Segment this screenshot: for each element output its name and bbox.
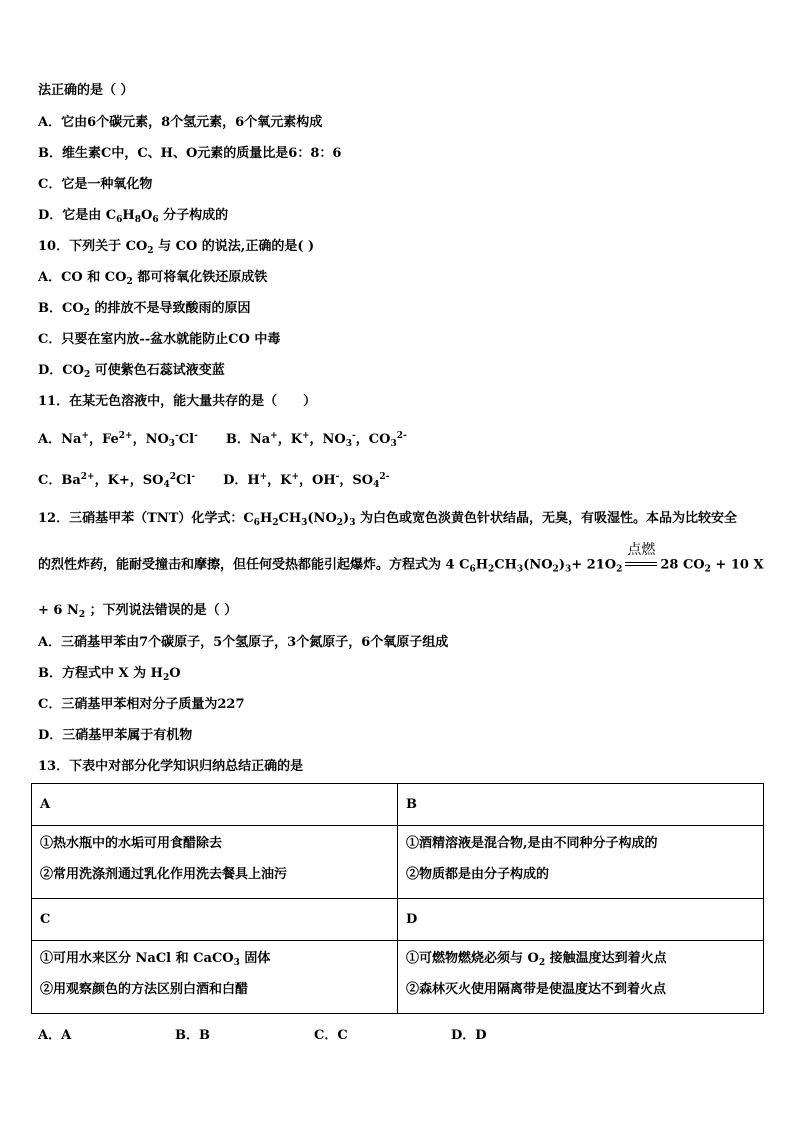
q12-option-d: D．三硝基甲苯属于有机物 xyxy=(38,728,193,743)
q13-knowledge-table xyxy=(31,783,764,1014)
cell-body-d xyxy=(398,941,764,1014)
a-item-1: ①热水瓶中的水垢可用食醋除去 xyxy=(40,836,223,851)
q10-stem: 10．下列关于 $CO_2$ 与 CO 的说法,正确的是( ) xyxy=(38,239,315,256)
q9-stem: 法正确的是（ ） xyxy=(38,83,134,98)
q12-option-a: A．三硝基甲苯由7个碳原子，5个氢原子，3个氮原子，6个氧原子组成 xyxy=(38,635,449,650)
q13-option-c: C．C xyxy=(314,1028,348,1043)
a-item-2: ②常用洗涤剂通过乳化作用洗去餐具上油污 xyxy=(40,867,288,882)
q10-option-c: C．只要在室内放--盆水就能防止CO 中毒 xyxy=(38,332,281,347)
q10-option-a: A．CO 和 $CO_2$ 都可将氧化铁还原成铁 xyxy=(38,270,268,287)
q9-option-b: B．维生素C中，C、H、O元素的质量比是6：8：6 xyxy=(38,146,342,161)
reaction-condition: 点燃 xyxy=(623,557,659,573)
q9-option-d: D．它是由 $C_6H_8O_6$ 分子构成的 xyxy=(38,208,229,225)
d-item-1: ①可燃物燃烧必须与 $O_2$ 接触温度达到着火点 xyxy=(406,951,667,968)
cell-body-b xyxy=(398,826,764,899)
q12-stem: 12．三硝基甲苯（TNT）化学式：$C_6H_2CH_3(NO_2)_3$ 为白色或宽色淡黄色针状结晶，无臭，有吸湿性。本品为比较安全 xyxy=(38,511,737,528)
q13-option-a: A．A xyxy=(38,1028,72,1043)
q13-option-d: D．D xyxy=(451,1028,487,1043)
cell-head-c: C xyxy=(32,899,398,941)
q10-option-b: B．$CO_2$ 的排放不是导致酸雨的原因 xyxy=(38,301,251,318)
q9-option-a: A．它由6个碳元素，8个氢元素，6个氧元素构成 xyxy=(38,115,323,130)
q12-equation-line: 的烈性炸药，能耐受撞击和摩擦，但任何受热都能引起爆炸。方程式为 4 $C_6H_2CH_3(NO_2)_3+ 21O_2$ 点燃 28 $CO_2 + 10$ X xyxy=(38,542,764,575)
c-item-1: ①可用水来区分 NaCl 和 CaCO$_3$ 固体 xyxy=(40,951,271,968)
cell-body-c xyxy=(32,941,398,1014)
q13-stem: 13．下表中对部分化学知识归纳总结正确的是 xyxy=(38,759,304,774)
q10-option-d: D．$CO_2$ 可使紫色石蕊试液变蓝 xyxy=(38,363,225,380)
c-item-2: ②用观察颜色的方法区别白酒和白醋 xyxy=(40,982,249,997)
q11-options-cd: C．$Ba^{2+}$，K+，$SO_4^2Cl^-$ D．H+，K+，OH-，$SO_4^{2-}$ xyxy=(38,472,390,490)
q12-option-b: B．方程式中 X 为 $H_2O$ xyxy=(38,666,181,683)
q11-options-ab: A．Na+，$Fe^{2+}$，$NO_3^-Cl^-$ B．Na+，K+，$NO_3^-$，$CO_3^{2-}$ xyxy=(38,431,407,449)
cell-head-b: B xyxy=(398,784,764,826)
d-item-2: ②森林灭火使用隔离带是使温度达不到着火点 xyxy=(406,982,667,997)
b-item-2: ②物质都是由分子构成的 xyxy=(406,867,550,882)
cell-body-a xyxy=(32,826,398,899)
q9-option-c: C．它是一种氧化物 xyxy=(38,177,153,192)
b-item-1: ①酒精溶液是混合物,是由不同种分子构成的 xyxy=(406,836,658,851)
q12-stem-end: + 6 $N_2$ ；下列说法错误的是（ ） xyxy=(38,603,238,620)
q13-option-b: B．B xyxy=(175,1028,210,1043)
q11-stem: 11．在某无色溶液中，能大量共存的是（ ） xyxy=(38,394,317,409)
q12-option-c: C．三硝基甲苯相对分子质量为227 xyxy=(38,697,245,712)
cell-head-a: A xyxy=(32,784,398,826)
cell-head-d: D xyxy=(398,899,764,941)
